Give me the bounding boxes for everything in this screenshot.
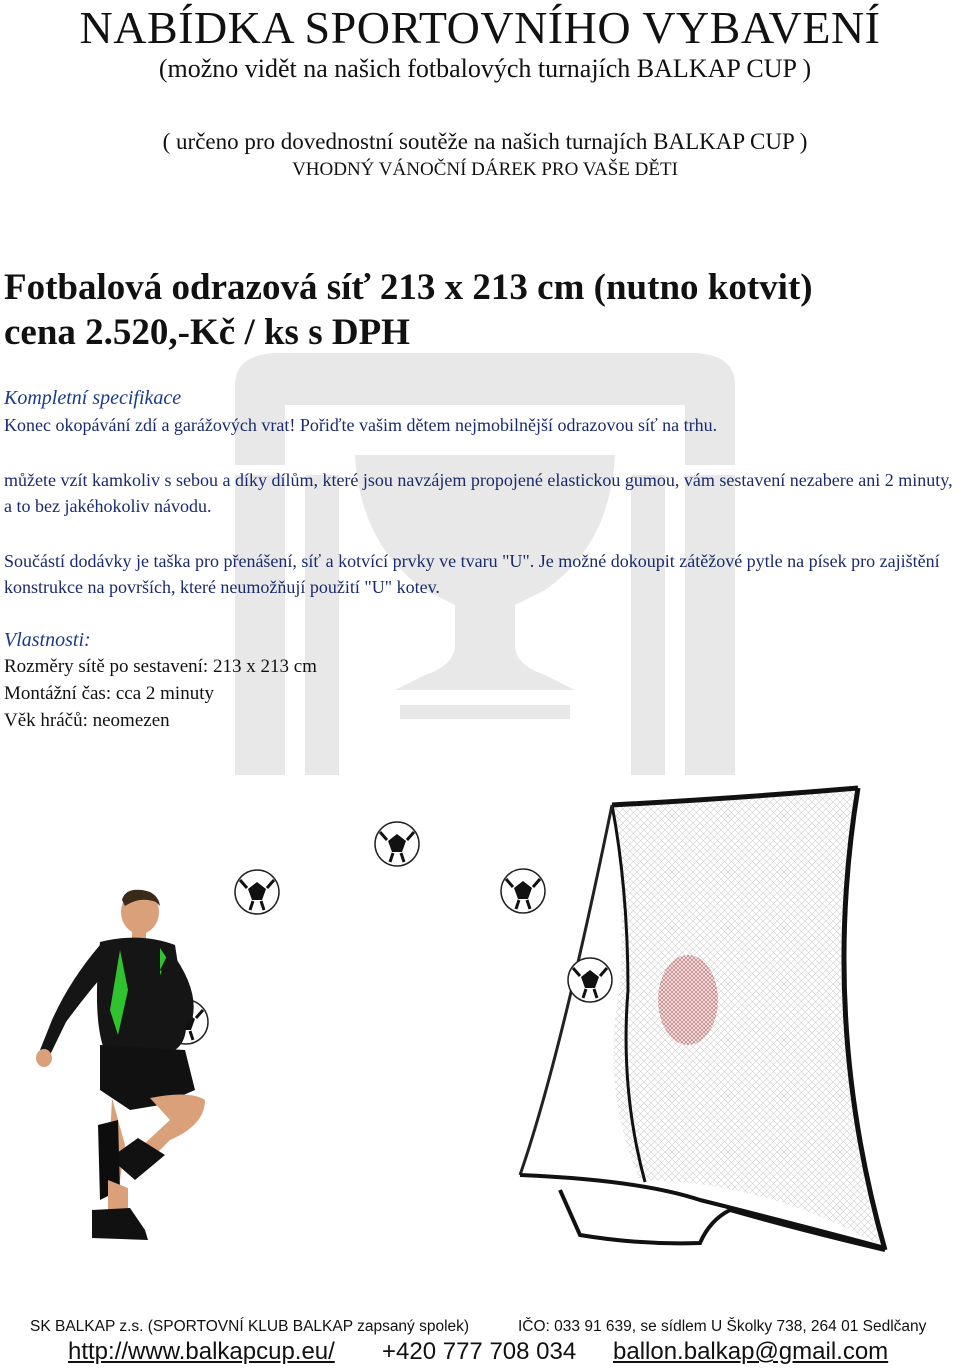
product-photo bbox=[0, 760, 960, 1300]
product-name: Fotbalová odrazová síť 213 x 213 cm (nutno kotvit) bbox=[4, 267, 813, 308]
property-item: Věk hráčů: neomezen bbox=[4, 710, 170, 731]
subtitle-gift: VHODNÝ VÁNOČNÍ DÁREK PRO VAŠE DĚTI bbox=[292, 159, 678, 180]
football-player bbox=[36, 890, 205, 1240]
rebound-net bbox=[520, 788, 885, 1250]
specification-paragraph-2: můžete vzít kamkoliv s sebou a díky dílům, které jsou navzájem propojené elastickou gumou, vám sestavení nezabere ani 2 minuty, a to bez jakéhokoliv návodu. bbox=[4, 470, 953, 516]
subtitle-purpose: ( určeno pro dovednostní soutěže na našich turnajích BALKAP CUP ) bbox=[162, 129, 808, 154]
email-link[interactable]: ballon.balkap@gmail.com bbox=[613, 1338, 889, 1365]
specification-paragraph-1: Konec okopávání zdí a garážových vrat! Pořiďte vašim dětem nejmobilnější odrazovou síť na trhu. bbox=[4, 415, 718, 435]
football-icon bbox=[501, 869, 545, 913]
subtitle-tournament: (možno vidět na našich fotbalových turnajích BALKAP CUP ) bbox=[158, 54, 812, 83]
footer-org: SK BALKAP z.s. (SPORTOVNÍ KLUB BALKAP zapsaný spolek) bbox=[30, 1318, 470, 1335]
football-icon bbox=[235, 870, 279, 914]
football-icon bbox=[375, 822, 419, 866]
footer-address: IČO: 033 91 639, se sídlem U Školky 738, 264 01 Sedlčany bbox=[518, 1318, 927, 1335]
properties-heading: Vlastnosti: bbox=[4, 629, 91, 651]
phone-number: +420 777 708 034 bbox=[382, 1338, 577, 1365]
football-icon bbox=[568, 958, 612, 1002]
website-link[interactable]: http://www.balkapcup.eu/ bbox=[68, 1338, 335, 1365]
specification-heading: Kompletní specifikace bbox=[4, 387, 182, 409]
specification-paragraph-3: Součástí dodávky je taška pro přenášení, síť a kotvící prvky ve tvaru "U". Je možné dokoupit zátěžové pytle na písek pro zajištění konstrukce na površích, které neumožňují použití "U" kotev. bbox=[4, 551, 940, 597]
product-price: cena 2.520,-Kč / ks s DPH bbox=[4, 312, 410, 353]
page-title: NABÍDKA SPORTOVNÍHO VYBAVENÍ bbox=[79, 2, 881, 53]
property-item: Rozměry sítě po sestavení: 213 x 213 cm bbox=[4, 656, 317, 677]
property-item: Montážní čas: cca 2 minuty bbox=[4, 683, 214, 704]
